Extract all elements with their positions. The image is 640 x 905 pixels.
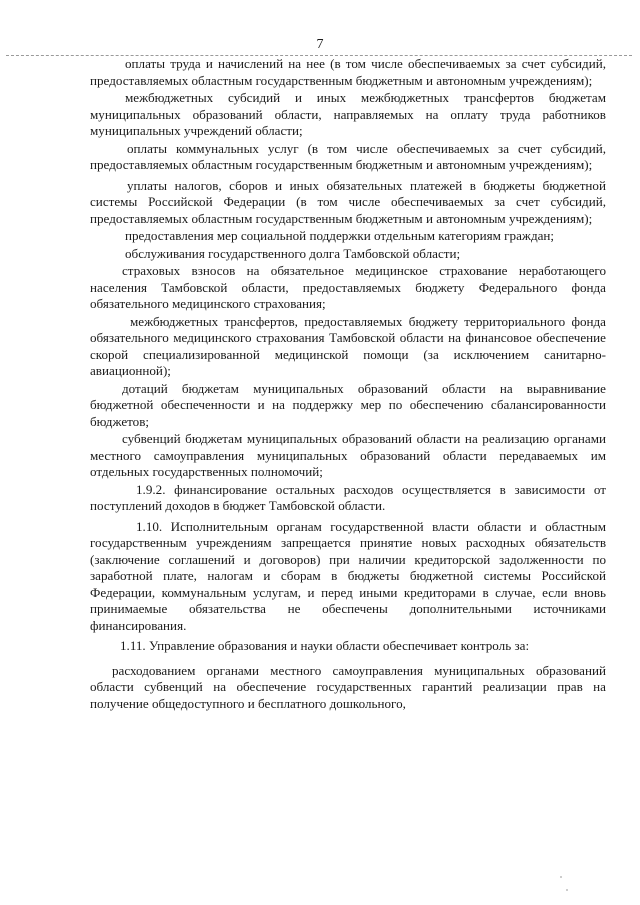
- paragraph: субвенций бюджетам муниципальных образований области на реализацию органами местного самоуправления муниципальных образований области передаваемых им отдельных государственных полномочий;: [90, 431, 606, 479]
- paragraph: оплаты труда и начислений на нее (в том числе обеспечиваемых за счет субсидий, предоставляемых областным государственным бюджетным и автономным учреждениям);: [90, 56, 606, 88]
- scan-speck: [560, 876, 562, 878]
- paragraph: расходованием органами местного самоуправления муниципальных образований области субвенций на обеспечение государственных гарантий реализации прав на получение общедоступного и бесплатного дошкольного,: [90, 662, 606, 711]
- paragraph: 1.11. Управление образования и науки области обеспечивает контроль за:: [120, 638, 530, 653]
- paragraph: обслуживания государственного долга Тамбовской области;: [125, 245, 461, 261]
- paragraph: оплаты коммунальных услуг (в том числе обеспечиваемых за счет субсидий, предоставляемых областным государственным бюджетным и автономным учреждениям);: [90, 140, 606, 172]
- paragraph: дотаций бюджетам муниципальных образований области на выравнивание бюджетной обеспеченности и на поддержку мер по обеспечению сбалансированности бюджетов;: [90, 380, 606, 429]
- paragraph: предоставления мер социальной поддержки отдельным категориям граждан;: [125, 228, 555, 243]
- page-number: 7: [316, 37, 324, 52]
- paragraph: межбюджетных трансфертов, предоставляемых бюджету территориального фонда обязательного медицинского страхования Тамбовской области на финансовое обеспечение скорой специализированной медицинской помощи (за исключением санитарно-авиационной);: [90, 313, 606, 378]
- scan-speck: [566, 889, 568, 891]
- paragraph: 1.10. Исполнительным органам государственной власти области и областным государственным учреждениям запрещается принятие новых расходных обязательств (заключение соглашений и договоров) при наличии кредиторской задолженности по заработной плате, налогам и сборам в бюджеты бюджетной системы Российской Федерации, коммунальным услугам, и перед иными кредиторами в случае, если вновь принимаемые обязательства не обеспечены дополнительными источниками финансирования.: [90, 518, 606, 633]
- paragraph: страховых взносов на обязательное медицинское страхование неработающего населения Тамбовской области, предоставляемых бюджету Федерального фонда обязательного медицинского страхования;: [90, 263, 606, 311]
- document-body: [90, 56, 606, 713]
- paragraph: межбюджетных субсидий и иных межбюджетных трансфертов бюджетам муниципальных образований области, направляемых на оплату труда работников муниципальных учреждений области;: [90, 90, 606, 138]
- paragraph: 1.9.2. финансирование остальных расходов осуществляется в зависимости от поступлений доходов в бюджет Тамбовской области.: [90, 481, 606, 513]
- paragraph: уплаты налогов, сборов и иных обязательных платежей в бюджеты бюджетной системы Российской Федерации (в том числе обеспечиваемых за счет субсидий, предоставляемых областным государственным бюджетным и автономным учреждениям);: [90, 177, 606, 226]
